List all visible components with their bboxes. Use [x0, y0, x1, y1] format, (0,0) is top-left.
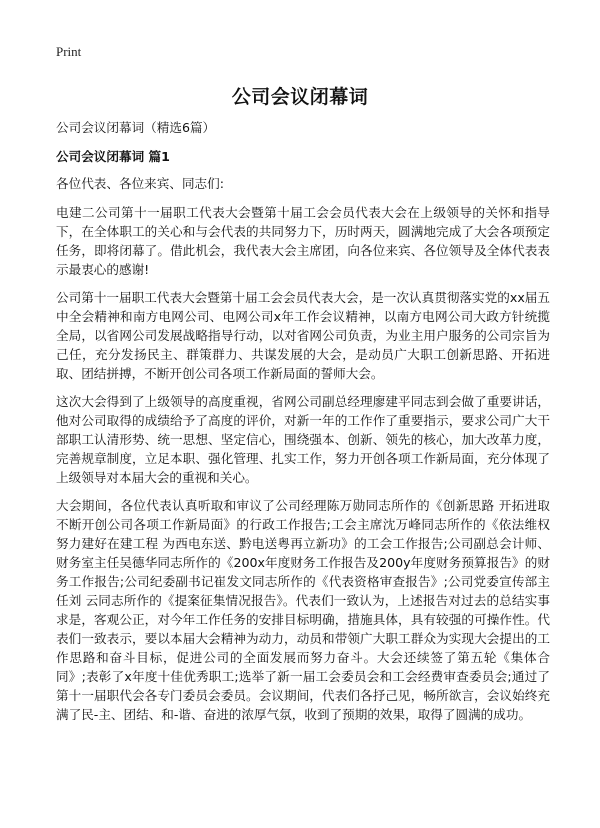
section-heading: 公司会议闭幕词 篇1 [56, 149, 170, 164]
print-link[interactable]: Print [56, 44, 82, 59]
document-body [56, 118, 550, 733]
paragraph: 大会期间，各位代表认真听取和审议了公司经理陈万勋同志所作的《创新思路 开拓进取 不断开创公司各项工作新局面》的行政工作报告;工会主席沈万峰同志所作的《依法维权 努力建好在建工程 为西电东送、黔电送粤再立新功》的工会工作报告;公司副总会计师、财务室主任吴德华同志所作的《200x年度财务工作报告及200y年度财务预算报告》的财务工作报告;公司纪委副书记崔发文同志所作的《代表资格审查报告》;公司党委宣传部主任刘 云同志所作的《提案征集情况报告》。代表们一致认为，上述报告对过去的总结实事求是，客观公正，对今年工作任务的安排目标明确，措施具体，具有较强的可操作性。代表们一致表示，要以本届大会精神为动力，动员和带领广大职工群众为实现大会提出的工作思路和奋斗目标，促进公司的全面发展而努力奋斗。大会还续签了第五轮《集体合同》;表彰了x年度十佳优秀职工;选举了新一届工会委员会和工会经费审查委员会;通过了第十一届职代会各专门委员会委员。会议期间，代表们各抒己见，畅所欲言，会议始终充满了民-主、团结、和-谐、奋进的浓厚气氛，收到了预期的效果，取得了圆满的成功。 [56, 498, 550, 722]
paragraph: 这次大会得到了上级领导的高度重视，省网公司副总经理廖建平同志到会做了重要讲话，他对公司取得的成绩给予了高度的评价，对新一年的工作作了重要指示，要求公司广大干部职工认清形势、统一思想、坚定信心，围绕强本、创新、领先的核心，加大改革力度，完善规章制度，立足本职、强化管理、扎实工作，努力开创各项工作新局面，充分体现了上级领导对本届大会的重视和关心。 [56, 394, 550, 485]
paragraph: 公司第十一届职工代表大会暨第十届工会会员代表大会，是一次认真贯彻落实党的xx届五中全会精神和南方电网公司、电网公司x年工作会议精神，以南方电网公司大政方针统揽全局，以省网公司发展战略指导行动，以对省网公司负责，为业主用户服务的公司宗旨为己任，充分发扬民主、群策群力、共谋发展的大会，是动员广大职工创新思路、开拓进取、团结拼搏，不断开创公司各项工作新局面的誓师大会。 [56, 290, 550, 381]
document-subtitle: 公司会议闭幕词（精选6篇） [56, 120, 216, 135]
page-title: 公司会议闭幕词 [231, 86, 369, 108]
paragraph-greeting: 各位代表、各位来宾、同志们: [56, 176, 224, 191]
paragraph: 电建二公司第十一届职工代表大会暨第十届工会会员代表大会在上级领导的关怀和指导下，在全体职工的关心和与会代表的共同努力下，历时两天，圆满地完成了大会各项预定任务，即将闭幕了。借此机会，我代表大会主席团，向各位来宾、各位领导及全体代表表示最衷心的感谢! [56, 205, 550, 277]
